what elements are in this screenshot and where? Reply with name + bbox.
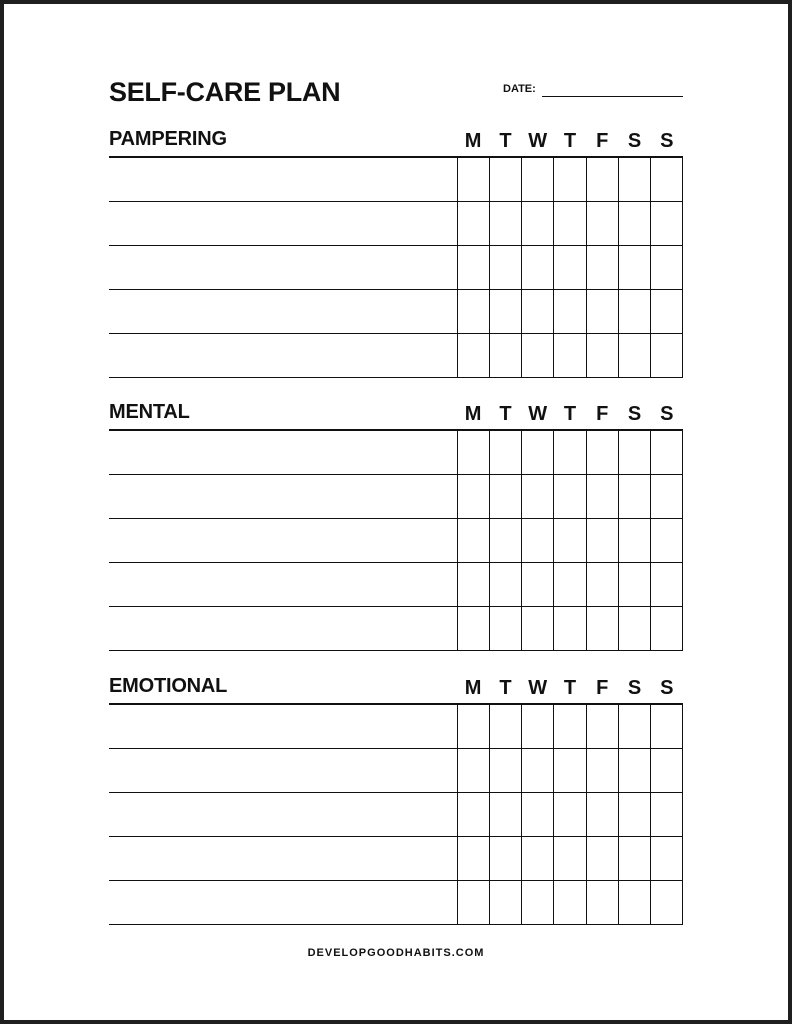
day-header: T: [563, 403, 577, 425]
section-emotional: [109, 675, 683, 925]
day-checkbox[interactable]: [618, 793, 650, 836]
day-checkbox[interactable]: [618, 607, 650, 650]
day-checkbox[interactable]: [618, 158, 650, 201]
habit-rows: [109, 431, 683, 651]
day-checkbox[interactable]: [457, 837, 489, 880]
day-header: W: [528, 403, 548, 425]
day-checkbox[interactable]: [457, 158, 489, 201]
section-header: [109, 401, 683, 431]
day-checkbox[interactable]: [618, 519, 650, 562]
day-checkbox[interactable]: [650, 837, 683, 880]
day-checkbox[interactable]: [586, 334, 618, 377]
day-checkbox[interactable]: [553, 246, 585, 289]
day-checkbox[interactable]: [521, 475, 553, 518]
day-checkbox[interactable]: [521, 202, 553, 245]
section-title: EMOTIONAL: [109, 675, 228, 697]
day-checkbox[interactable]: [489, 202, 521, 245]
day-checkbox[interactable]: [553, 749, 585, 792]
habit-row: [109, 563, 683, 607]
day-checkbox[interactable]: [618, 475, 650, 518]
day-checkbox[interactable]: [586, 705, 618, 748]
day-checkbox[interactable]: [521, 290, 553, 333]
day-checkbox[interactable]: [521, 563, 553, 606]
day-header: T: [563, 677, 577, 699]
day-checkbox[interactable]: [553, 519, 585, 562]
day-checkbox[interactable]: [586, 246, 618, 289]
habit-entry-field[interactable]: [109, 793, 457, 836]
day-checkbox[interactable]: [650, 290, 683, 333]
day-checkbox[interactable]: [553, 431, 585, 474]
section-header: [109, 128, 683, 158]
day-checkbox[interactable]: [650, 246, 683, 289]
section-title: MENTAL: [109, 401, 190, 423]
day-checkbox[interactable]: [618, 290, 650, 333]
day-checkbox[interactable]: [489, 749, 521, 792]
day-header: S: [660, 677, 674, 699]
day-header: S: [627, 403, 642, 425]
day-checkbox[interactable]: [586, 793, 618, 836]
day-checkboxes: [457, 475, 683, 518]
day-checkbox[interactable]: [489, 563, 521, 606]
habit-row: [109, 881, 683, 925]
day-checkbox[interactable]: [489, 431, 521, 474]
day-checkbox[interactable]: [650, 705, 683, 748]
habit-entry-field[interactable]: [109, 431, 457, 474]
day-header: F: [596, 677, 609, 699]
day-checkbox[interactable]: [489, 793, 521, 836]
habit-entry-field[interactable]: [109, 749, 457, 792]
habit-entry-field[interactable]: [109, 607, 457, 650]
habit-row: [109, 158, 683, 202]
day-checkbox[interactable]: [553, 793, 585, 836]
footer-website: DEVELOPGOODHABITS.COM: [307, 947, 485, 959]
day-checkboxes: [457, 431, 683, 474]
day-checkbox[interactable]: [553, 563, 585, 606]
habit-row: [109, 334, 683, 378]
habit-entry-field[interactable]: [109, 202, 457, 245]
day-checkbox[interactable]: [521, 246, 553, 289]
day-header: S: [660, 130, 674, 152]
habit-entry-field[interactable]: [109, 475, 457, 518]
day-header: F: [596, 130, 609, 152]
day-checkbox[interactable]: [586, 607, 618, 650]
day-checkbox[interactable]: [489, 837, 521, 880]
habit-row: [109, 793, 683, 837]
day-checkbox[interactable]: [586, 519, 618, 562]
day-checkbox[interactable]: [586, 563, 618, 606]
day-checkbox[interactable]: [618, 881, 650, 924]
habit-row: [109, 519, 683, 563]
day-checkbox[interactable]: [650, 563, 683, 606]
day-checkbox[interactable]: [521, 749, 553, 792]
day-checkboxes: [457, 837, 683, 880]
day-checkbox[interactable]: [457, 431, 489, 474]
habit-rows: [109, 705, 683, 925]
day-checkbox[interactable]: [650, 881, 683, 924]
day-checkbox[interactable]: [457, 246, 489, 289]
day-checkbox[interactable]: [618, 563, 650, 606]
day-checkboxes: [457, 334, 683, 377]
habit-entry-field[interactable]: [109, 881, 457, 924]
day-checkbox[interactable]: [489, 158, 521, 201]
day-checkboxes: [457, 202, 683, 245]
day-checkbox[interactable]: [457, 202, 489, 245]
day-checkbox[interactable]: [521, 334, 553, 377]
day-checkbox[interactable]: [489, 881, 521, 924]
day-checkboxes: [457, 607, 683, 650]
habit-row: [109, 431, 683, 475]
habit-row: [109, 290, 683, 334]
day-header: T: [499, 403, 512, 425]
day-header: W: [528, 130, 548, 152]
day-checkbox[interactable]: [489, 705, 521, 748]
habit-entry-field[interactable]: [109, 158, 457, 201]
day-header: T: [499, 677, 512, 699]
day-checkbox[interactable]: [457, 705, 489, 748]
habit-entry-field[interactable]: [109, 246, 457, 289]
section-header: [109, 675, 683, 705]
day-checkbox[interactable]: [521, 881, 553, 924]
day-checkboxes: [457, 158, 683, 201]
habit-entry-field[interactable]: [109, 705, 457, 748]
day-checkbox[interactable]: [457, 881, 489, 924]
day-checkbox[interactable]: [650, 475, 683, 518]
day-checkbox[interactable]: [553, 837, 585, 880]
day-checkbox[interactable]: [650, 519, 683, 562]
day-header: M: [464, 677, 482, 699]
habit-entry-field[interactable]: [109, 334, 457, 377]
day-checkbox[interactable]: [457, 607, 489, 650]
day-checkbox[interactable]: [457, 519, 489, 562]
day-checkbox[interactable]: [457, 563, 489, 606]
day-header: S: [627, 677, 642, 699]
day-header: T: [563, 130, 577, 152]
day-headers: [457, 401, 683, 429]
day-checkbox[interactable]: [553, 475, 585, 518]
day-checkbox[interactable]: [586, 475, 618, 518]
day-checkboxes: [457, 881, 683, 924]
day-checkboxes: [457, 246, 683, 289]
habit-entry-field[interactable]: [109, 837, 457, 880]
habit-row: [109, 749, 683, 793]
section-title: PAMPERING: [109, 128, 227, 150]
day-headers: [457, 128, 683, 156]
day-checkbox[interactable]: [521, 431, 553, 474]
day-checkbox[interactable]: [457, 749, 489, 792]
habit-row: [109, 246, 683, 290]
day-checkbox[interactable]: [650, 202, 683, 245]
day-header: S: [660, 403, 674, 425]
day-checkbox[interactable]: [553, 158, 585, 201]
habit-row: [109, 202, 683, 246]
day-checkbox[interactable]: [586, 881, 618, 924]
date-label: DATE:: [503, 83, 536, 95]
day-checkbox[interactable]: [521, 519, 553, 562]
day-checkbox[interactable]: [586, 749, 618, 792]
day-checkbox[interactable]: [489, 519, 521, 562]
day-checkbox[interactable]: [618, 837, 650, 880]
day-checkbox[interactable]: [553, 607, 585, 650]
day-checkboxes: [457, 290, 683, 333]
day-checkbox[interactable]: [586, 431, 618, 474]
habit-row: [109, 705, 683, 749]
day-checkbox[interactable]: [650, 158, 683, 201]
day-checkbox[interactable]: [618, 202, 650, 245]
day-checkbox[interactable]: [489, 290, 521, 333]
day-checkbox[interactable]: [553, 881, 585, 924]
day-header: M: [464, 130, 482, 152]
day-checkboxes: [457, 793, 683, 836]
habit-entry-field[interactable]: [109, 290, 457, 333]
day-checkbox[interactable]: [553, 202, 585, 245]
day-checkbox[interactable]: [618, 431, 650, 474]
day-checkboxes: [457, 519, 683, 562]
section-mental: [109, 401, 683, 651]
day-header: W: [528, 677, 548, 699]
day-checkbox[interactable]: [457, 290, 489, 333]
day-checkbox[interactable]: [553, 334, 585, 377]
day-checkbox[interactable]: [457, 334, 489, 377]
day-checkbox[interactable]: [457, 475, 489, 518]
habit-rows: [109, 158, 683, 378]
day-checkbox[interactable]: [489, 334, 521, 377]
day-checkbox[interactable]: [553, 290, 585, 333]
day-checkbox[interactable]: [586, 837, 618, 880]
habit-row: [109, 837, 683, 881]
day-checkbox[interactable]: [521, 607, 553, 650]
day-checkbox[interactable]: [521, 158, 553, 201]
worksheet-page: [4, 4, 788, 1020]
day-checkboxes: [457, 749, 683, 792]
day-checkbox[interactable]: [553, 705, 585, 748]
day-checkbox[interactable]: [521, 793, 553, 836]
section-pampering: [109, 128, 683, 378]
habit-row: [109, 475, 683, 519]
day-checkboxes: [457, 563, 683, 606]
habit-entry-field[interactable]: [109, 563, 457, 606]
day-header: T: [499, 130, 512, 152]
day-checkbox[interactable]: [586, 202, 618, 245]
day-checkbox[interactable]: [457, 793, 489, 836]
day-checkbox[interactable]: [650, 607, 683, 650]
day-checkbox[interactable]: [618, 246, 650, 289]
day-checkbox[interactable]: [586, 158, 618, 201]
day-checkbox[interactable]: [650, 334, 683, 377]
day-headers: [457, 675, 683, 703]
day-checkbox[interactable]: [618, 705, 650, 748]
day-checkbox[interactable]: [521, 837, 553, 880]
habit-entry-field[interactable]: [109, 519, 457, 562]
day-checkbox[interactable]: [489, 607, 521, 650]
habit-row: [109, 607, 683, 651]
date-field[interactable]: [542, 96, 683, 97]
day-checkbox[interactable]: [489, 475, 521, 518]
day-checkbox[interactable]: [650, 749, 683, 792]
day-header: S: [627, 130, 642, 152]
day-header: M: [464, 403, 482, 425]
day-checkbox[interactable]: [618, 749, 650, 792]
day-checkbox[interactable]: [618, 334, 650, 377]
day-checkboxes: [457, 705, 683, 748]
day-checkbox[interactable]: [521, 705, 553, 748]
page-title: SELF-CARE PLAN: [109, 77, 341, 107]
day-checkbox[interactable]: [650, 431, 683, 474]
day-header: F: [596, 403, 609, 425]
day-checkbox[interactable]: [650, 793, 683, 836]
day-checkbox[interactable]: [586, 290, 618, 333]
day-checkbox[interactable]: [489, 246, 521, 289]
